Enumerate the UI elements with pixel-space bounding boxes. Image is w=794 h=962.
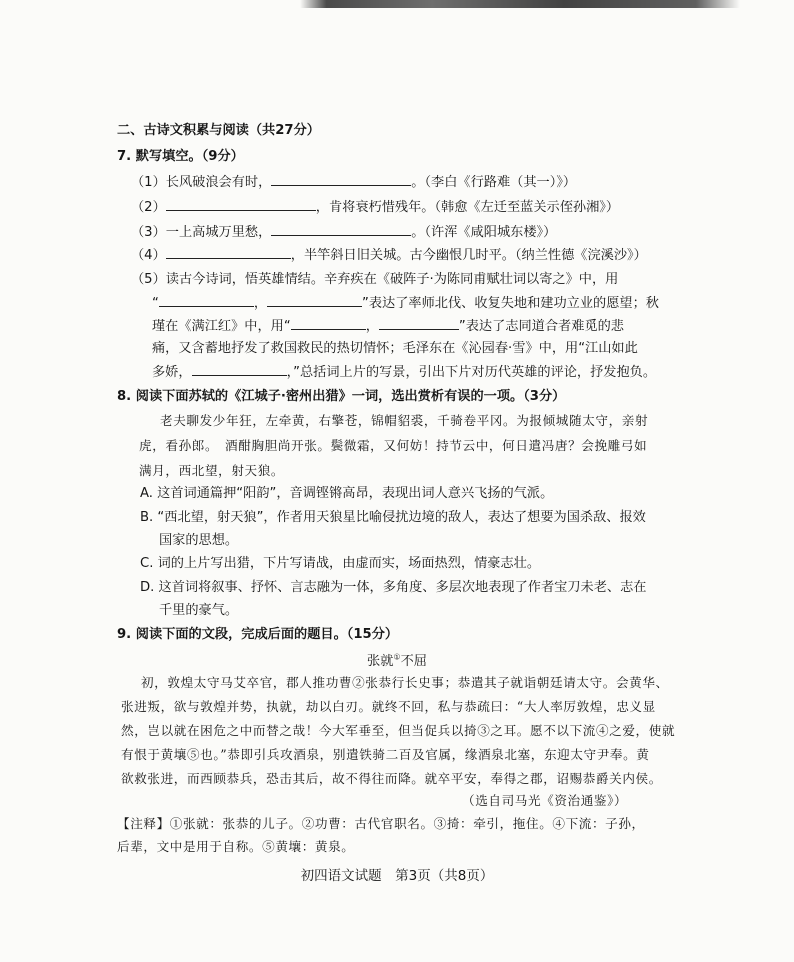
q7-item-4-suffix: ，半竿斜日旧关城。古今幽恨几时平。（纳兰性德《浣溪沙》） (290, 248, 647, 263)
passage-line-1: 初，敦煌太守马艾卒官，郡人推功曹②张恭行长史事；恭遣其子就诣朝廷请太守。会黄华、 (141, 675, 669, 690)
q7-item-4-prefix: （4） (131, 248, 166, 263)
section-heading: 二、古诗文积累与阅读（共27分） (117, 123, 320, 138)
q7-item-3 (131, 223, 556, 242)
q7-item-2-suffix: ，肯将衰朽惜残年。（韩愈《左迁至蓝关示侄孙湘》） (315, 200, 620, 215)
q7-item-2-blank[interactable] (166, 198, 316, 211)
q7-item-5-line2 (152, 294, 659, 313)
passage-title-end: 不屈 (400, 654, 427, 669)
q7-item-5-blank-5[interactable] (192, 363, 287, 376)
q7-item-5-line1: （5）读古今诗词，悟英雄情结。辛弃疾在《破阵子·为陈同甫赋壮词以寄之》中，用 (131, 272, 619, 287)
q7-item-5-blank-3[interactable] (291, 317, 366, 330)
q8-option-d-cont: 千里的豪气。 (159, 603, 239, 618)
q8-poem-line-3: 满月，西北望，射天狼。 (139, 463, 285, 478)
q7-title: 7. 默写填空。（9分） (117, 149, 244, 164)
q8-option-b-cont: 国家的思想。 (159, 533, 239, 548)
q7-item-1-suffix: 。（李白《行路难（其一）》） (411, 175, 577, 190)
q7-item-5-line5 (152, 363, 656, 382)
q7-item-3-suffix: 。（许浑《咸阳城东楼》） (411, 225, 557, 240)
q8-option-d[interactable]: D. 这首词将叙事、抒怀、言志融为一体，多角度、多层次地表现了作者宝刀未老、志在 (140, 580, 647, 595)
passage-line-3: 然，岂以就在困危之中而替之哉！今大军垂至，但当促兵以掎③之耳。愿不以下流④之爱，使就 (121, 723, 676, 738)
q8-option-b[interactable]: B. “西北望，射天狼”，作者用天狼星比喻侵扰边境的敌人，表达了想要为国杀敌、报效 (140, 510, 646, 525)
q7-item-2-prefix: （2） (131, 200, 166, 215)
q7-item-5-line4: 痛，又含蓄地抒发了救国救民的热切情怀；毛泽东在《沁园春·雪》中，用“江山如此 (152, 341, 638, 356)
q7-item-5-blank-2[interactable] (267, 294, 362, 307)
q7-item-3-prefix: （3）一上高城万里愁， (131, 225, 272, 240)
q7-item-5-line3-text: ”表达了志同道合者难觅的悲 (458, 319, 624, 334)
q7-item-1 (131, 173, 576, 192)
passage-title (0, 650, 794, 669)
q7-item-4-blank[interactable] (166, 246, 291, 259)
open-quote: “ (152, 296, 159, 311)
q8-option-a[interactable]: A. 这首词通篇押“阳韵”，音调铿锵高昂，表现出词人意兴飞扬的气派。 (140, 486, 554, 501)
notes-line-1: 【注释】①张就：张恭的儿子。②功曹：古代官职名。③掎：牵引，拖住。④下流：子孙， (117, 816, 645, 831)
q8-title: 8. 阅读下面苏轼的《江城子·密州出猎》一词，选出赏析有误的一项。（3分） (117, 389, 566, 404)
q7-item-4 (131, 246, 647, 265)
q7-item-5-line3 (152, 317, 624, 336)
passage-title-name: 张就 (367, 654, 394, 669)
page-footer: 初四语文试题 第3页（共8页） (300, 868, 494, 884)
q7-item-5-line5-pre: 多娇， (152, 365, 192, 380)
passage-line-4: 有恨于黄壤⑤也。”恭即引兵攻酒泉，别遣铁骑二百及官属，缘酒泉北塞，东迎太守尹奉。黄 (121, 747, 650, 762)
q7-item-5-line5-text: ，”总括词上片的写景，引出下片对历代英雄的评论，抒发抱负。 (286, 365, 657, 380)
comma: ， (253, 296, 268, 311)
q8-poem-line-2: 虎，看孙郎。 酒酣胸胆尚开张。鬓微霜，又何妨！持节云中，何日遣冯唐？会挽雕弓如 (139, 438, 648, 453)
notes-line-2: 后辈，文中是用于自称。⑤黄壤：黄泉。 (117, 839, 355, 854)
q8-option-c[interactable]: C. 词的上片写出猎，下片写请战，由虚而实，场面热烈，情豪志壮。 (140, 556, 541, 571)
q7-item-5-line2-text: ”表达了率师北伐、收复失地和建功立业的愿望；秋 (362, 296, 659, 311)
passage-line-5: 欲救张进，而西顾恭兵，恐击其后，故不得往而降。就卒平安，奉得之郡，诏赐恭爵关内侯。 (121, 771, 662, 786)
q7-item-2 (131, 198, 619, 217)
q7-item-1-blank[interactable] (271, 173, 411, 186)
q7-item-5-blank-1[interactable] (159, 294, 254, 307)
q8-poem-line-1: 老夫聊发少年狂，左牵黄，右擎苍，锦帽貂裘，千骑卷平冈。为报倾城随太守，亲射 (160, 413, 649, 428)
q7-item-1-prefix: （1）长风破浪会有时， (131, 175, 272, 190)
q7-item-5-line3-pre: 瑾在《满江红》中，用“ (152, 319, 291, 334)
passage-title-note-marker: ① (393, 652, 401, 662)
passage-line-2: 张进叛，欲与敦煌并势，执就，劫以白刃。就终不回，私与恭疏曰：“大人率厉敦煌，忠义显 (121, 699, 656, 714)
q7-item-3-blank[interactable] (271, 223, 411, 236)
passage-source: （选自司马光《资治通鉴》） (462, 793, 628, 808)
q9-title: 9. 阅读下面的文段，完成后面的题目。（15分） (117, 627, 399, 642)
comma: ， (365, 319, 379, 334)
q7-item-5-blank-4[interactable] (379, 317, 459, 330)
